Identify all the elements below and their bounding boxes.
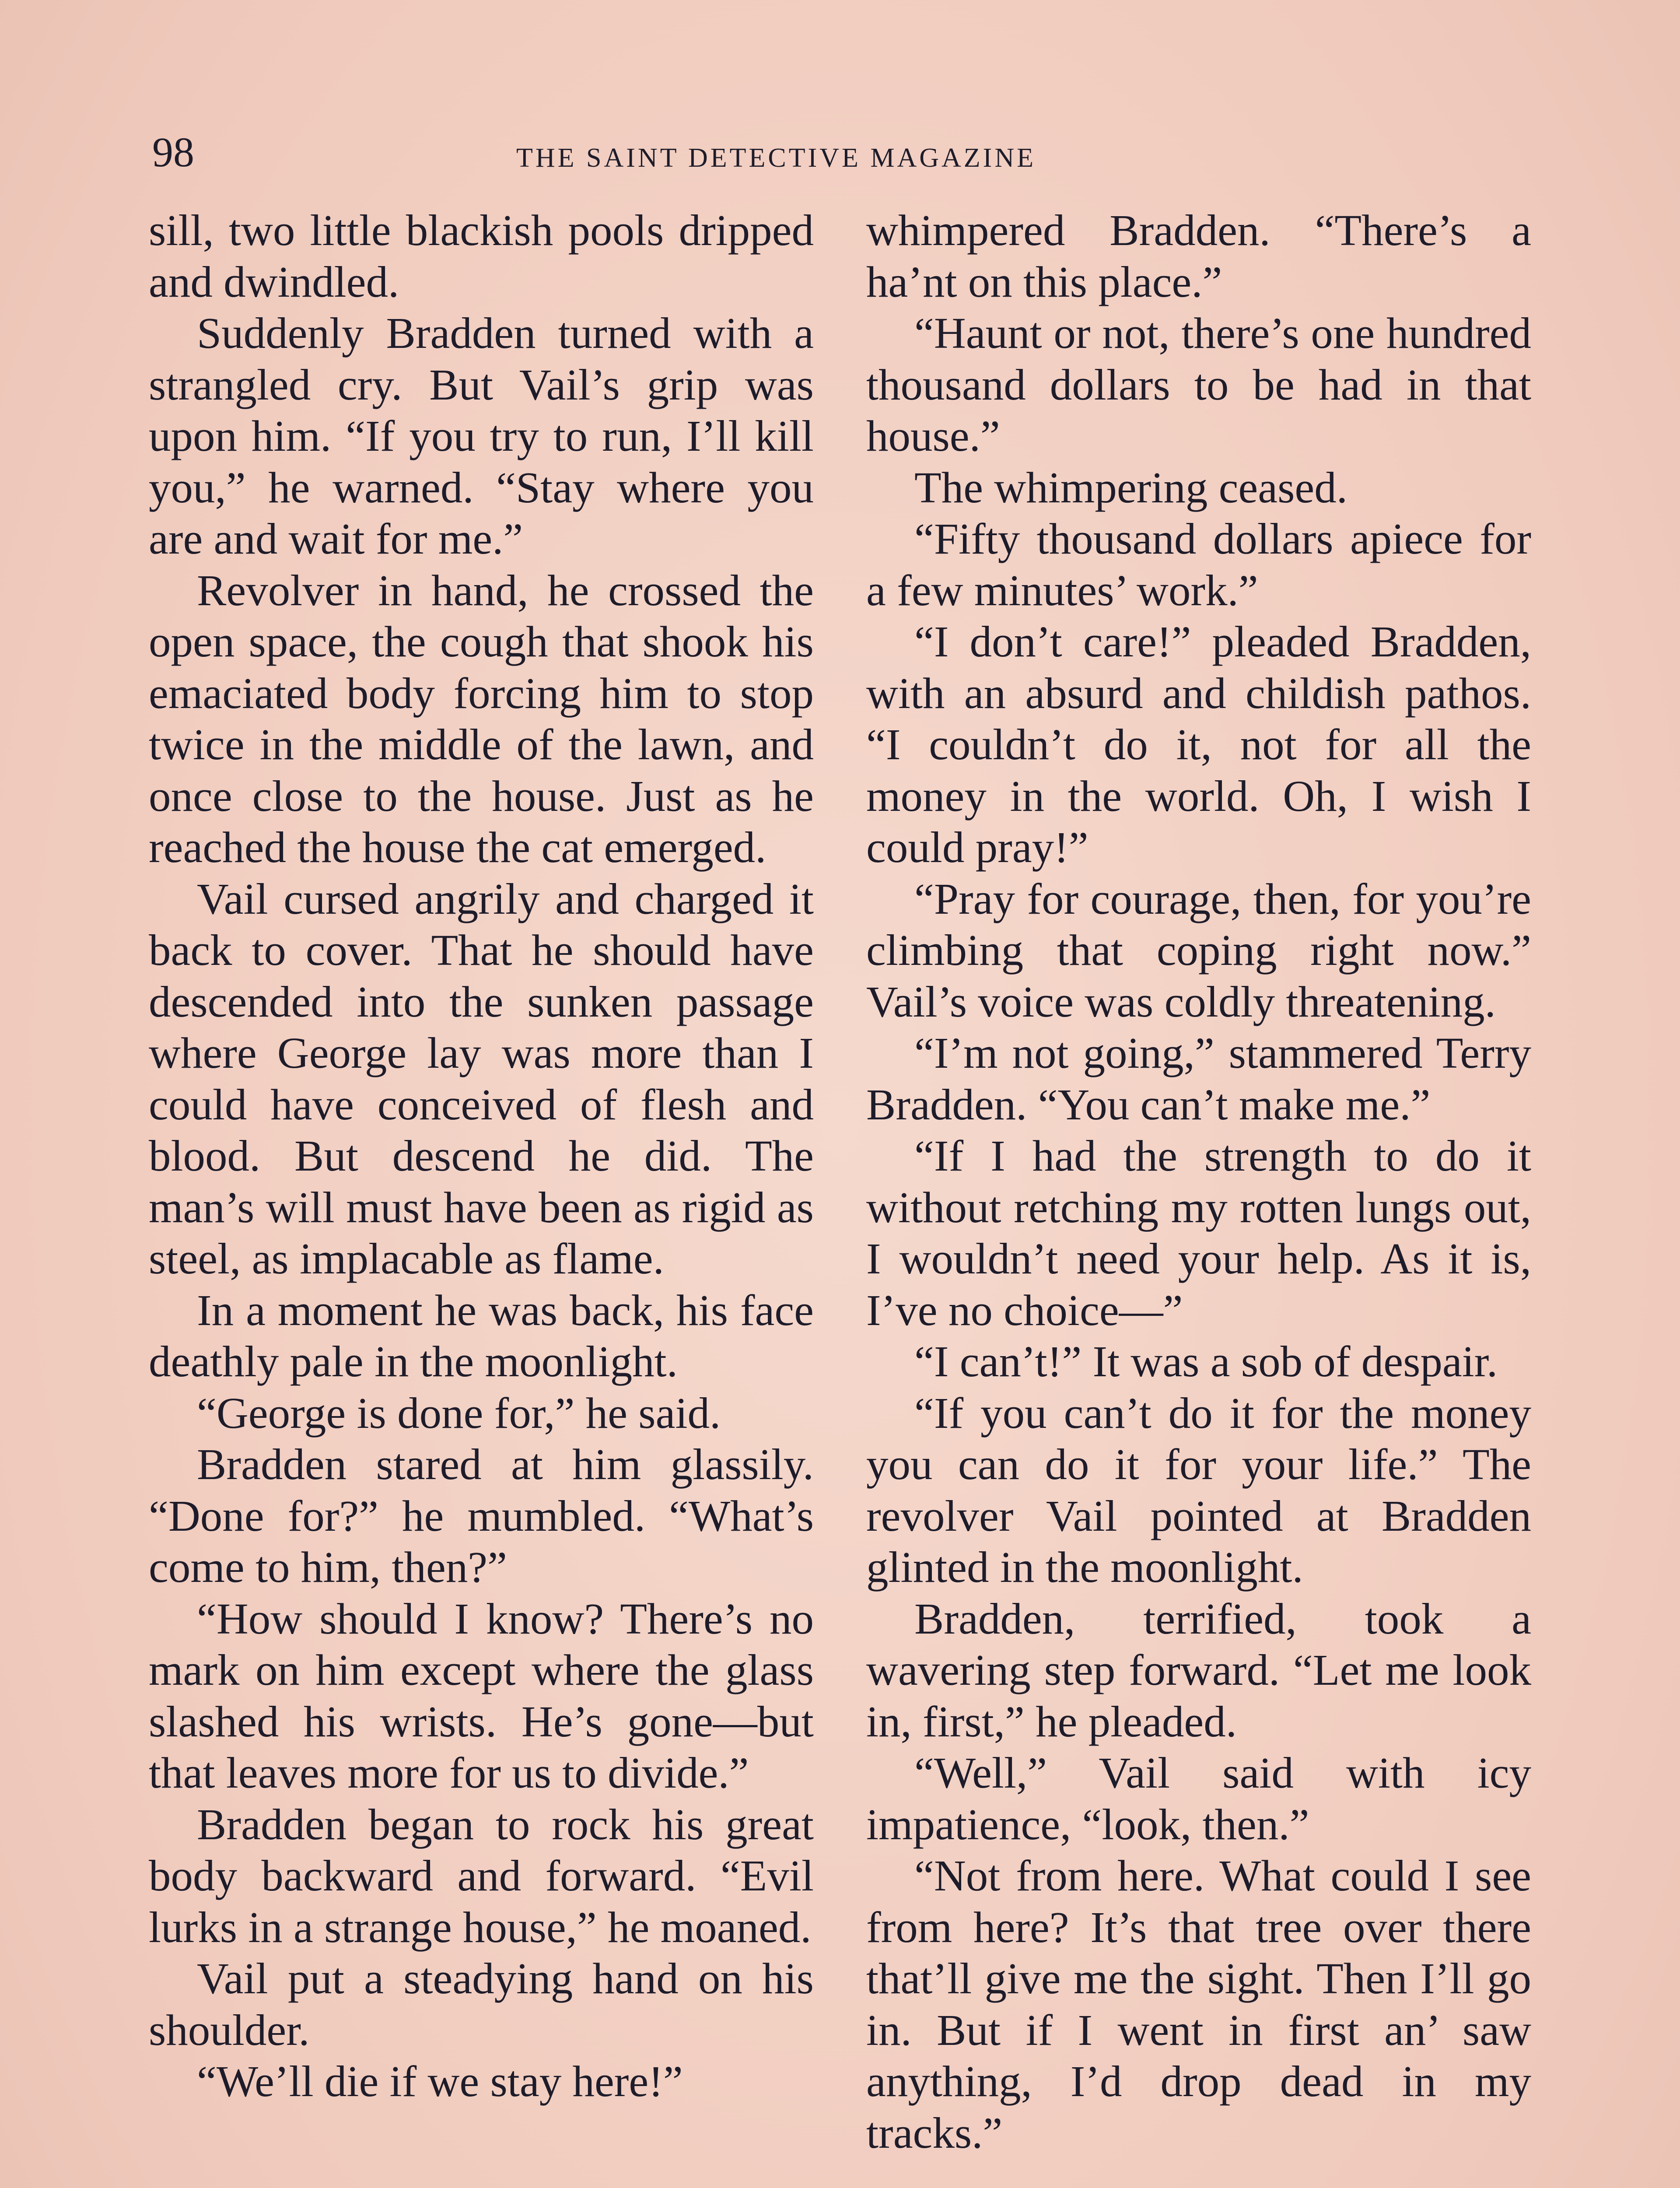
paragraph: “George is done for,” he said.	[197, 1388, 721, 1438]
right-column	[866, 205, 1531, 2159]
left-column	[149, 205, 814, 2107]
paragraph: “How should I know? There’s no mark on him except where the glass slashed his wrists. He’s gone—but that leaves more for us to divide.”	[149, 1594, 814, 1797]
paragraph: Bradden, terrified, took a wavering step forward. “Let me look in, first,” he pleaded.	[866, 1594, 1531, 1746]
paragraph: “Not from here. What could I see from here? It’s that tree over there that’ll give me the sight. Then I’ll go in. But if I went in first an’ saw anything, I’d drop dead in my tracks.”	[866, 1851, 1531, 2157]
paragraph: “I’m not going,” stammered Terry Bradden. “You can’t make me.”	[866, 1028, 1531, 1129]
paragraph: “We’ll die if we stay here!”	[197, 2057, 683, 2106]
paragraph: Vail cursed angrily and charged it back to cover. That he should have descended into the sunken passage where George lay was more than I could have conceived of flesh and blood. But descend he did. The man’s will must have been as rigid as steel, as implacable as flame.	[149, 874, 814, 1283]
paragraph: “I don’t care!” pleaded Bradden, with an absurd and childish pathos. “I couldn’t do it, not for all the money in the world. Oh, I wish I could pray!”	[866, 617, 1531, 872]
paragraph: Bradden began to rock his great body backward and forward. “Evil lurks in a strange house,” he moaned.	[149, 1799, 814, 1952]
running-head: THE SAINT DETECTIVE MAGAZINE	[516, 143, 1036, 173]
paragraph: Suddenly Bradden turned with a strangled cry. But Vail’s grip was upon him. “If you try to run, I’ll kill you,” he warned. “Stay where you are and wait for me.”	[149, 309, 814, 563]
paragraph: The whimpering ceased.	[914, 463, 1348, 512]
paragraph: whimpered Bradden. “There’s a ha’nt on this place.”	[866, 206, 1531, 306]
paragraph: Bradden stared at him glassily. “Done for?” he mumbled. “What’s come to him, then?”	[149, 1440, 814, 1592]
paragraph: Vail put a steadying hand on his shoulder.	[149, 1954, 814, 2055]
paragraph: “If you can’t do it for the money you can do it for your life.” The revolver Vail pointed at Bradden glinted in the moonlight.	[866, 1388, 1531, 1592]
paragraph: “If I had the strength to do it without retching my rotten lungs out, I wouldn’t need your help. As it is, I’ve no choice—”	[866, 1131, 1531, 1335]
paragraph: In a moment he was back, his face deathly pale in the moonlight.	[149, 1285, 814, 1386]
paragraph: “Haunt or not, there’s one hundred thousand dollars to be had in that house.”	[866, 309, 1531, 460]
paragraph: Revolver in hand, he crossed the open space, the cough that shook his emaciated body forcing him to stop twice in the middle of the lawn, and once close to the house. Just as he reached the house the cat emerged.	[149, 565, 814, 872]
page-number: 98	[152, 129, 194, 175]
paragraph: “Fifty thousand dollars apiece for a few minutes’ work.”	[866, 514, 1531, 615]
paragraph: sill, two little blackish pools dripped and dwindled.	[149, 206, 814, 306]
paragraph: “I can’t!” It was a sob of despair.	[914, 1337, 1498, 1386]
paragraph: “Well,” Vail said with icy impatience, “look, then.”	[866, 1748, 1531, 1849]
paragraph: “Pray for courage, then, for you’re climbing that coping right now.” Vail’s voice was coldly threatening.	[866, 874, 1531, 1026]
